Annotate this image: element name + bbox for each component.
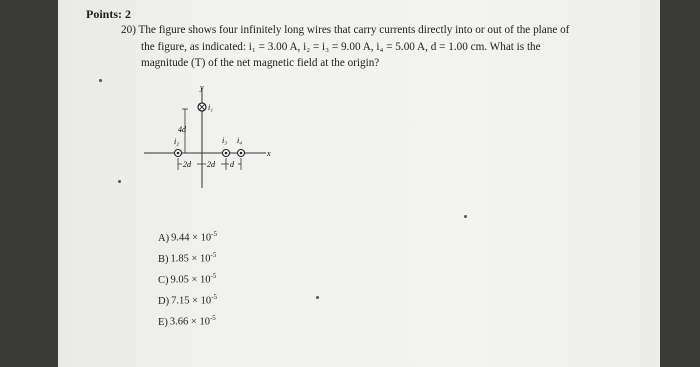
paper-speck <box>464 215 467 218</box>
paper-speck <box>118 180 121 183</box>
label-i4: i₄ <box>237 136 243 145</box>
paper-speck <box>316 296 319 299</box>
choice-a: A) $9.44 \times 10^{-5}$ <box>158 230 217 244</box>
spacing-label-d: d <box>230 160 234 169</box>
answer-choices <box>158 226 217 331</box>
choice-e: E) $3.66 \times 10^{-5}$ <box>158 314 216 328</box>
choice-d: D) $7.15 \times 10^{-5}$ <box>158 293 217 307</box>
y-axis-label: y <box>200 83 204 92</box>
spacing-label-2d-right: 2d <box>207 160 215 169</box>
label-4d: 4d <box>178 125 186 134</box>
wire-diagram <box>140 80 280 190</box>
label-i3: i₃ <box>222 136 228 145</box>
question-line-1: 20) The figure shows four infinitely long wires that carry currents directly into or out of the plane of <box>121 24 570 36</box>
spacing-label-2d-left: 2d <box>183 160 191 169</box>
label-i1: i₁ <box>208 103 214 112</box>
paper-speck <box>99 79 102 82</box>
question-line-2: the figure, as indicated: i₁ = 3.00 A, i₂ = i₃ = 9.00 A, i₄ = 5.00 A, d = 1.00 cm. What is the <box>141 40 541 53</box>
label-i2: i₂ <box>174 137 180 146</box>
points-label: Points: 2 <box>86 7 131 21</box>
x-axis-label: x <box>267 149 271 158</box>
choice-b: B) $1.85 \times 10^{-5}$ <box>158 251 217 265</box>
choice-c: C) $9.05 \times 10^{-5}$ <box>158 272 217 286</box>
question-text <box>121 22 611 72</box>
question-line-3: magnitude (T) of the net magnetic field at the origin? <box>141 57 380 69</box>
